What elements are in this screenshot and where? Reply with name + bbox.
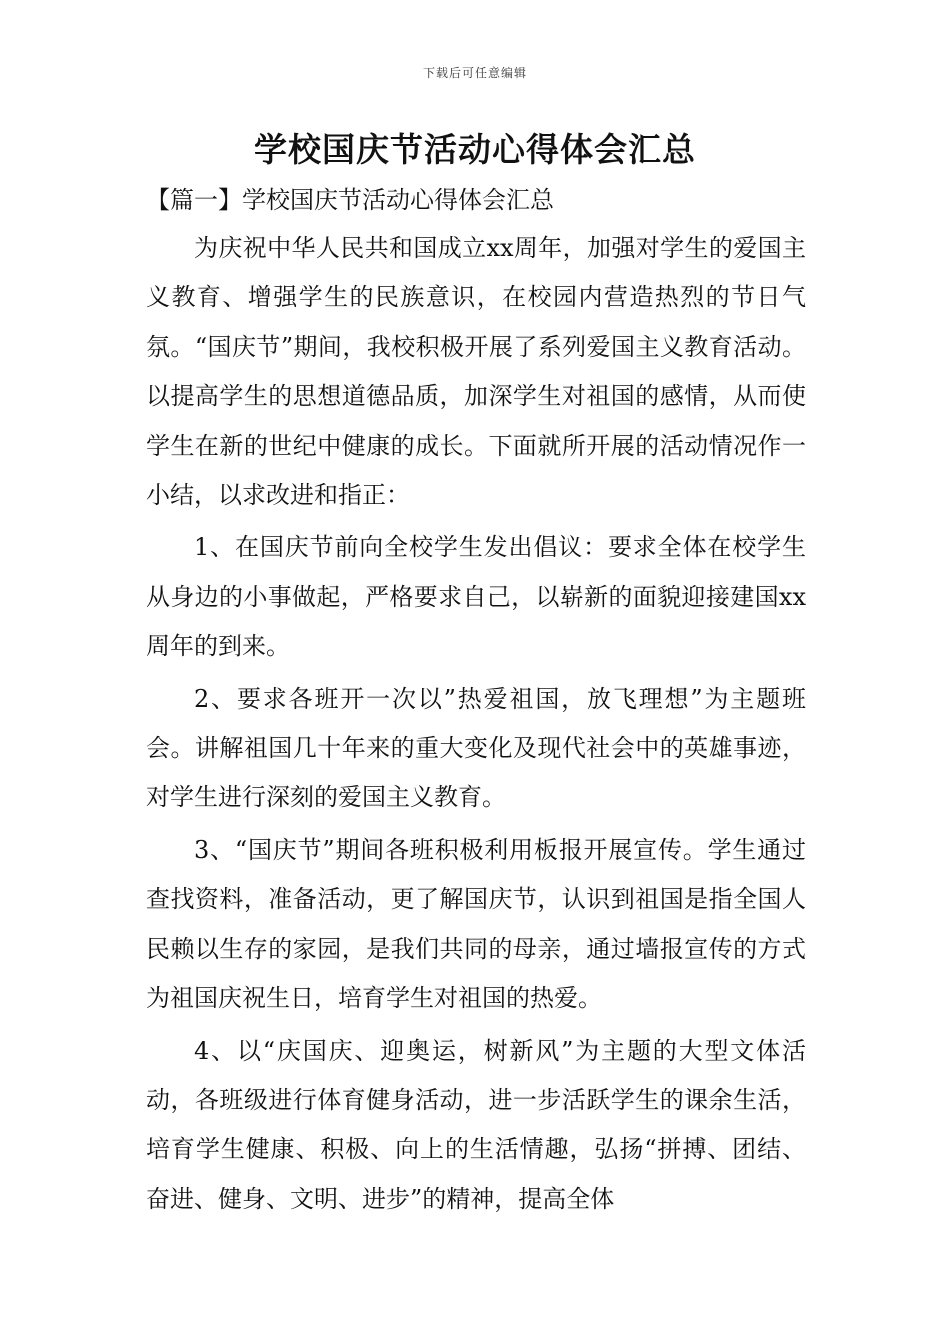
header-note: 下载后可任意编辑	[422, 66, 527, 80]
document-body	[146, 224, 806, 1227]
paragraph-item-3: 3、“国庆节”期间各班积极利用板报开展宣传。学生通过查找资料，准备活动，更了解国庆节，认识到祖国是指全国人民赖以生存的家园，是我们共同的母亲，通过墙报宣传的方式为祖国庆祝生日，培育学生对祖国的热爱。	[146, 835, 806, 1013]
paragraph-intro: 为庆祝中华人民共和国成立xx周年，加强对学生的爱国主义教育、增强学生的民族意识，在校园内营造热烈的节日气氛。“国庆节”期间，我校积极开展了系列爱国主义教育活动。以提高学生的思想道德品质，加深学生对祖国的感情，从而使学生在新的世纪中健康的成长。下面就所开展的活动情况作一小结，以求改进和指正：	[146, 234, 806, 510]
paragraph-item-1: 1、在国庆节前向全校学生发出倡议：要求全体在校学生从身边的小事做起，严格要求自己，以崭新的面貌迎接建国xx周年的到来。	[146, 533, 806, 661]
document-title: 学校国庆节活动心得体会汇总	[254, 130, 696, 169]
paragraph-item-4: 4、以“庆国庆、迎奥运，树新风”为主题的大型文体活动，各班级进行体育健身活动，进一步活跃学生的课余生活，培育学生健康、积极、向上的生活情趣，弘扬“拼搏、团结、奋进、健身、文明、进步”的精神，提高全体	[146, 1036, 806, 1213]
paragraph-item-2: 2、要求各班开一次以”热爱祖国，放飞理想”为主题班会。讲解祖国几十年来的重大变化及现代社会中的英雄事迹，对学生进行深刻的爱国主义教育。	[146, 684, 806, 812]
section-heading: 【篇一】学校国庆节活动心得体会汇总	[146, 186, 554, 214]
